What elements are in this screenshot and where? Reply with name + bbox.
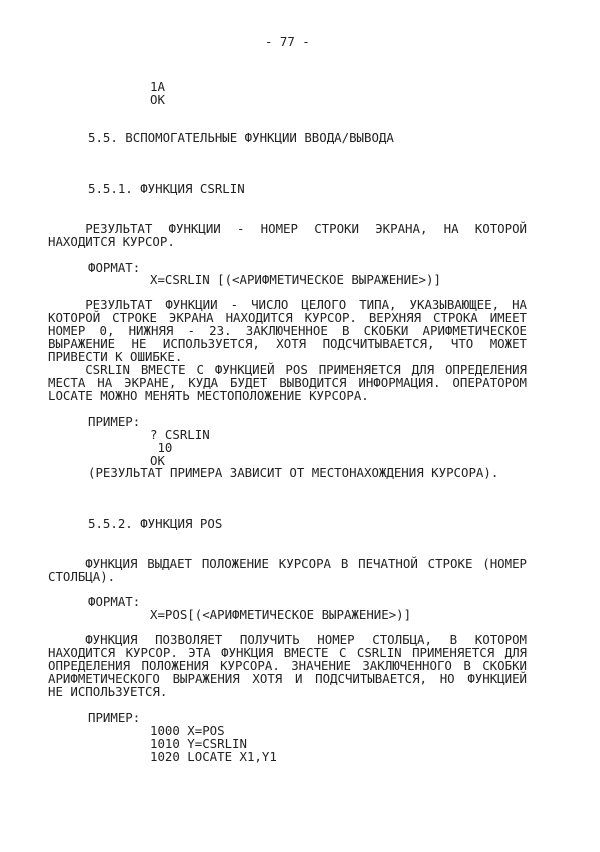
csrlin-example-note: (РЕЗУЛЬТАТ ПРИМЕРА ЗАВИСИТ ОТ МЕСТОНАХОЖДЕНИЯ КУРСОРА). [88, 465, 499, 480]
section-heading: 5.5. ВСПОМОГАТЕЛЬНЫЕ ФУНКЦИИ ВВОДА/ВЫВОДА [88, 130, 394, 145]
csrlin-format: X=CSRLIN [(<АРИФМЕТИЧЕСКОЕ ВЫРАЖЕНИЕ>)] [150, 272, 441, 287]
pos-format-label: ФОРМАТ: [88, 594, 141, 609]
pos-intro [48, 557, 527, 583]
code-line: 1010 Y=CSRLIN [150, 736, 247, 751]
csrlin-description-2 [48, 363, 527, 402]
csrlin-intro [48, 222, 527, 248]
text-line: НАХОДИТСЯ КУРСОР. ЭТА ФУНКЦИЯ ВМЕСТЕ С CSRLIN ПРИМЕНЯЕТСЯ ДЛЯ [48, 645, 527, 660]
pos-format: X=POS[(<АРИФМЕТИЧЕСКОЕ ВЫРАЖЕНИЕ>)] [150, 607, 412, 622]
csrlin-heading: 5.5.1. ФУНКЦИЯ CSRLIN [88, 181, 245, 196]
text-line: МЕСТА НА ЭКРАНЕ, КУДА БУДЕТ ВЫВОДИТСЯ ИНФОРМАЦИЯ. ОПЕРАТОРОМ [48, 375, 527, 390]
csrlin-format-label: ФОРМАТ: [88, 260, 141, 275]
text-line: НОМЕР 0, НИЖНЯЯ - 23. ЗАКЛЮЧЕННОЕ В СКОБКИ АРИФМЕТИЧЕСКОЕ [48, 323, 527, 338]
text-line: LOCATE МОЖНО МЕНЯТЬ МЕСТОПОЛОЖЕНИЕ КУРСОРА. [48, 388, 369, 403]
text-line: СТОЛБЦА). [48, 569, 116, 584]
code-line: OK [150, 92, 165, 107]
text-line: НЕ ИСПОЛЬЗУЕТСЯ. [48, 684, 168, 699]
text-line: ПРИВЕСТИ К ОШИБКЕ. [48, 349, 183, 364]
text-line: ФУНКЦИЯ ПОЗВОЛЯЕТ ПОЛУЧИТЬ НОМЕР СТОЛБЦА, В КОТОРОМ [85, 632, 527, 647]
code-line: 1020 LOCATE X1,Y1 [150, 749, 277, 764]
code-line: 1А [150, 79, 165, 94]
pos-example [150, 724, 277, 763]
code-line: OK [150, 453, 165, 468]
pos-description [48, 633, 527, 698]
code-line: 10 [150, 440, 173, 455]
pos-example-label: ПРИМЕР: [88, 710, 141, 725]
text-line: ВЫРАЖЕНИЕ НЕ ИСПОЛЬЗУЕТСЯ, ХОТЯ ПОДСЧИТЫВАЕТСЯ, ЧТО МОЖЕТ [48, 336, 527, 351]
pos-heading: 5.5.2. ФУНКЦИЯ POS [88, 516, 223, 531]
code-line: 1000 X=POS [150, 723, 225, 738]
text-line: АРИФМЕТИЧЕСКОГО ВЫРАЖЕНИЯ ХОТЯ И ПОДСЧИТЫВАЕТСЯ, НО ФУНКЦИЕЙ [48, 671, 527, 686]
code-line: ? CSRLIN [150, 427, 210, 442]
text-line: CSRLIN ВМЕСТЕ С ФУНКЦИЕЙ POS ПРИМЕНЯЕТСЯ ДЛЯ ОПРЕДЕЛЕНИЯ [85, 362, 527, 377]
text-line: РЕЗУЛЬТАТ ФУНКЦИИ - ЧИСЛО ЦЕЛОГО ТИПА, УКАЗЫВАЮЩЕЕ, НА [85, 297, 527, 312]
text-line: РЕЗУЛЬТАТ ФУНКЦИИ - НОМЕР СТРОКИ ЭКРАНА, НА КОТОРОЙ [85, 221, 527, 236]
csrlin-example-label: ПРИМЕР: [88, 414, 141, 429]
csrlin-example [150, 428, 210, 467]
text-line: ОПРЕДЕЛЕНИЯ ПОЛОЖЕНИЯ КУРСОРА. ЗНАЧЕНИЕ ЗАКЛЮЧЕННОГО В СКОБКИ [48, 658, 527, 673]
text-line: НАХОДИТСЯ КУРСОР. [48, 234, 175, 249]
page-number: - 77 - [265, 34, 310, 49]
text-line: КОТОРОЙ СТРОКЕ ЭКРАНА НАХОДИТСЯ КУРСОР. ВЕРХНЯЯ СТРОКА ИМЕЕТ [48, 310, 527, 325]
csrlin-description [48, 298, 527, 363]
top-example [150, 80, 165, 106]
text-line: ФУНКЦИЯ ВЫДАЕТ ПОЛОЖЕНИЕ КУРСОРА В ПЕЧАТНОЙ СТРОКЕ (НОМЕР [85, 556, 527, 571]
